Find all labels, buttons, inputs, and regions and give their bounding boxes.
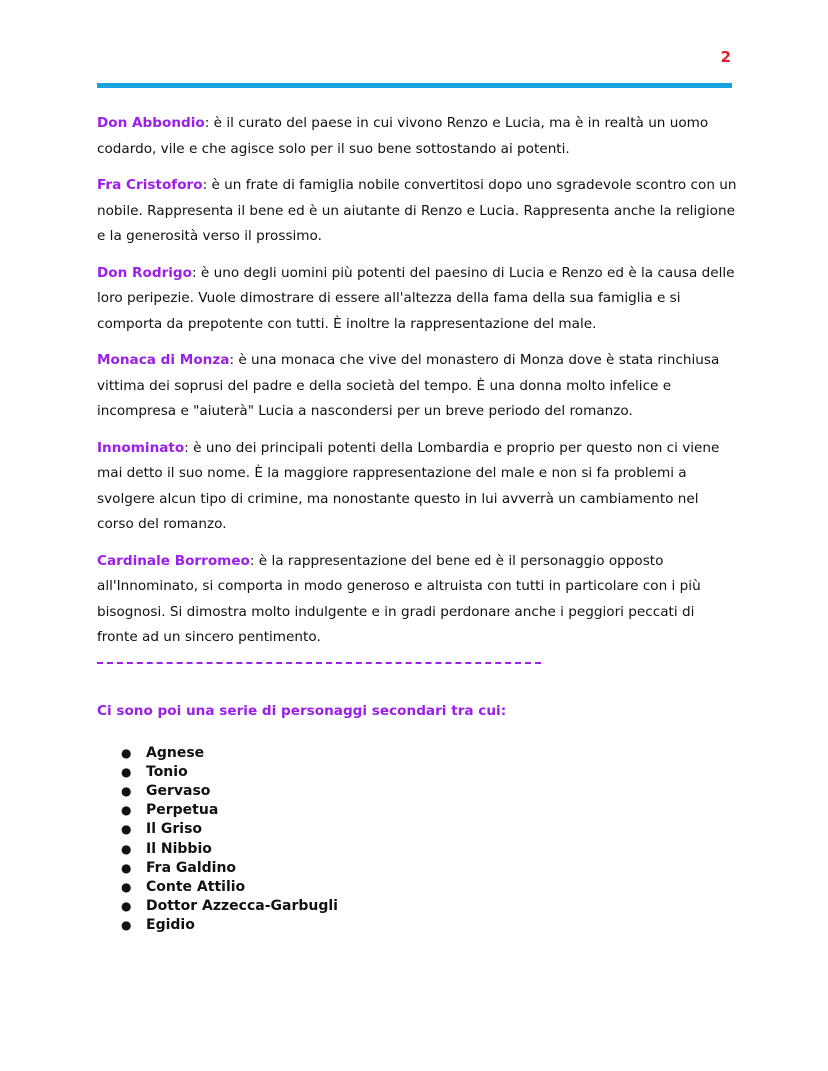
dashed-divider <box>97 662 541 664</box>
list-item-label: Agnese <box>146 744 205 761</box>
document-body <box>97 111 737 936</box>
secondary-characters-heading: Ci sono poi una serie di personaggi secondari tra cui: <box>97 702 507 719</box>
list-item <box>121 878 737 897</box>
bullet-icon: ● <box>121 764 132 779</box>
list-item-label: Il Nibbio <box>146 840 212 857</box>
list-item <box>121 744 737 763</box>
header-rule <box>97 83 732 88</box>
character-paragraph <box>97 111 737 162</box>
character-description: : è uno degli uomini più potenti del paesino di Lucia e Renzo ed è la causa delle loro peripezie. Vuole dimostrare di essere all'altezza della fama della sua famiglia e si comporta da prepotente con tutti. È inoltre la rappresentazione del male. <box>97 264 735 332</box>
character-paragraph <box>97 549 737 651</box>
character-description: : è il curato del paese in cui vivono Renzo e Lucia, ma è in realtà un uomo codardo, vile e che agisce solo per il suo bene sottostando ai potenti. <box>97 115 709 157</box>
list-item-label: Perpetua <box>146 802 219 819</box>
list-item <box>121 859 737 878</box>
character-paragraph <box>97 348 737 425</box>
character-description: : è uno dei principali potenti della Lombardia e proprio per questo non ci viene mai detto il suo nome. È la maggiore rappresentazione del male e non si fa problemi a svolgere alcun tipo di crimine, ma nonostante questo in lui avverrà un cambiamento nel corso del romanzo. <box>97 439 720 532</box>
character-description: : è una monaca che vive del monastero di Monza dove è stata rinchiusa vittima dei soprusi del padre e della società del tempo. È una donna molto infelice e incompresa e "aiuterà" Lucia a nascondersi per un breve periodo del romanzo. <box>97 352 720 419</box>
character-name: Don Rodrigo <box>97 264 193 281</box>
list-item <box>121 897 737 916</box>
bullet-icon: ● <box>121 745 132 760</box>
list-item-label: Egidio <box>146 917 195 934</box>
character-paragraph <box>97 436 737 538</box>
list-item <box>121 820 737 839</box>
character-description: : è un frate di famiglia nobile convertitosi dopo uno sgradevole scontro con un nobile. Rappresenta il bene ed è un aiutante di Renzo e Lucia. Rappresenta anche la religione e la generosità verso il prossimo. <box>97 177 737 244</box>
secondary-characters-list <box>97 744 737 936</box>
bullet-icon: ● <box>121 822 132 837</box>
bullet-icon: ● <box>121 803 132 818</box>
bullet-icon: ● <box>121 879 132 894</box>
list-item <box>121 840 737 859</box>
character-paragraph <box>97 173 737 250</box>
bullet-icon: ● <box>121 783 132 798</box>
list-item-label: Conte Attilio <box>146 878 246 895</box>
bullet-icon: ● <box>121 918 132 933</box>
bullet-icon: ● <box>121 899 132 914</box>
list-item <box>121 782 737 801</box>
bullet-icon: ● <box>121 841 132 856</box>
character-name: Monaca di Monza <box>97 352 230 368</box>
list-item-label: Il Griso <box>146 821 203 838</box>
list-item-label: Tonio <box>146 763 188 780</box>
character-name: Don Abbondio <box>97 115 205 131</box>
list-item-label: Dottor Azzecca-Garbugli <box>146 898 338 915</box>
character-description: : è la rappresentazione del bene ed è il personaggio opposto all'Innominato, si comporta in modo generoso e altruista con tutti in particolare con i più bisognosi. Si dimostra molto indulgente e in gradi perdonare anche i peggiori peccati di fronte ad un sincero pentimento. <box>97 552 701 645</box>
bullet-icon: ● <box>121 860 132 875</box>
list-item <box>121 801 737 820</box>
list-item-label: Fra Galdino <box>146 859 237 876</box>
character-name: Innominato <box>97 439 185 456</box>
page-number: 2 <box>720 48 731 66</box>
character-paragraph <box>97 261 737 338</box>
list-item <box>121 763 737 782</box>
list-item-label: Gervaso <box>146 782 211 799</box>
character-name: Cardinale Borromeo <box>97 552 250 569</box>
character-name: Fra Cristoforo <box>97 177 203 193</box>
list-item <box>121 916 737 935</box>
